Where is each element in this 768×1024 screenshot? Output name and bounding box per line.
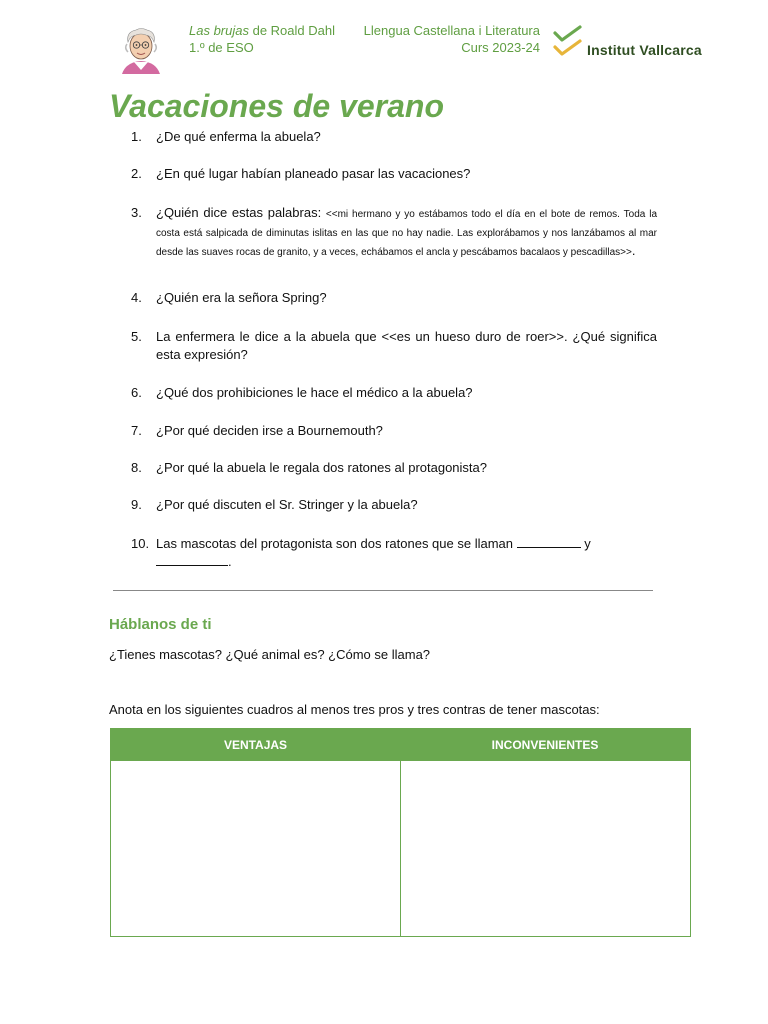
- question-text: ¿En qué lugar habían planeado pasar las vacaciones?: [156, 166, 471, 181]
- question-number: 7.: [131, 423, 142, 438]
- question-text: ¿Qué dos prohibiciones le hace el médico a la abuela?: [156, 385, 473, 400]
- quoted-passage: <<mi hermano y yo estábamos todo el día en el bote de remos. Toda la costa está salpicada de diminutas islitas en las que no hay nadie. Las explorábamos y nos lanzábamos al mar desde las suaves rocas de granito, y a veces, echábamos el ancla y pescábamos bacalaos y pescadillas>>: [156, 209, 658, 258]
- answer-blank[interactable]: [156, 553, 228, 566]
- question-number: 10.: [131, 536, 150, 551]
- advantages-cell[interactable]: [111, 761, 400, 936]
- school-name: Institut Vallcarca: [587, 42, 702, 58]
- question-number: 9.: [131, 497, 142, 512]
- question-number: 1.: [131, 129, 142, 144]
- book-author: de Roald Dahl: [248, 23, 335, 38]
- question-text: ¿De qué enferma la abuela?: [156, 129, 321, 144]
- grade-label: 1.º de ESO: [189, 40, 254, 55]
- question-number: 6.: [131, 385, 142, 400]
- question-text-lead: Las mascotas del protagonista son dos ratones que se llaman: [156, 536, 513, 551]
- subject-label: Llengua Castellana i Literatura: [363, 23, 540, 38]
- section-title: Háblanos de ti: [109, 616, 212, 633]
- question-number: 4.: [131, 290, 142, 305]
- question-number: 5.: [131, 329, 142, 344]
- book-title: Las brujas: [189, 23, 249, 38]
- section-question: ¿Tienes mascotas? ¿Qué animal es? ¿Cómo se llama?: [109, 647, 431, 662]
- header-advantages: VENTAJAS: [223, 738, 288, 752]
- question-text-lead: ¿Quién dice estas palabras:: [156, 205, 326, 220]
- course-info: [340, 22, 540, 56]
- question-text: ¿Por qué la abuela le regala dos ratones al protagonista?: [156, 460, 487, 475]
- header-disadvantages: INCONVENIENTES: [491, 738, 599, 752]
- question-text: La enfermera le dice a la abuela que <<es un hueso duro de roer>>. ¿Qué significa esta expresión?: [156, 329, 657, 362]
- table-header-row: [111, 729, 690, 761]
- question-text: ¿Por qué deciden irse a Bournemouth?: [156, 423, 383, 438]
- pros-cons-table: [110, 728, 691, 937]
- book-info: [189, 22, 335, 56]
- section-instruction: Anota en los siguientes cuadros al menos tres pros y tres contras de tener mascotas:: [109, 702, 600, 717]
- question-text: ¿Quién era la señora Spring?: [156, 290, 327, 305]
- answer-blank[interactable]: [517, 535, 581, 548]
- question-text: [156, 535, 657, 571]
- question-text: ¿Por qué discuten el Sr. Stringer y la abuela?: [156, 497, 418, 512]
- page-title: Vacaciones de verano: [109, 88, 444, 124]
- double-check-icon: [552, 25, 584, 61]
- question-number: 8.: [131, 460, 142, 475]
- page-header: [0, 0, 768, 80]
- question-number: 3.: [131, 205, 142, 220]
- question-text-mid: y: [584, 536, 591, 551]
- school-logo: [552, 25, 702, 61]
- course-year-label: Curs 2023-24: [461, 40, 540, 55]
- question-text: [156, 204, 657, 261]
- disadvantages-cell[interactable]: [401, 761, 690, 936]
- question-text-tail: .: [631, 243, 636, 258]
- section-divider: [113, 590, 653, 591]
- author-portrait-icon: [116, 24, 166, 74]
- question-text-end: .: [228, 554, 232, 569]
- question-number: 2.: [131, 166, 142, 181]
